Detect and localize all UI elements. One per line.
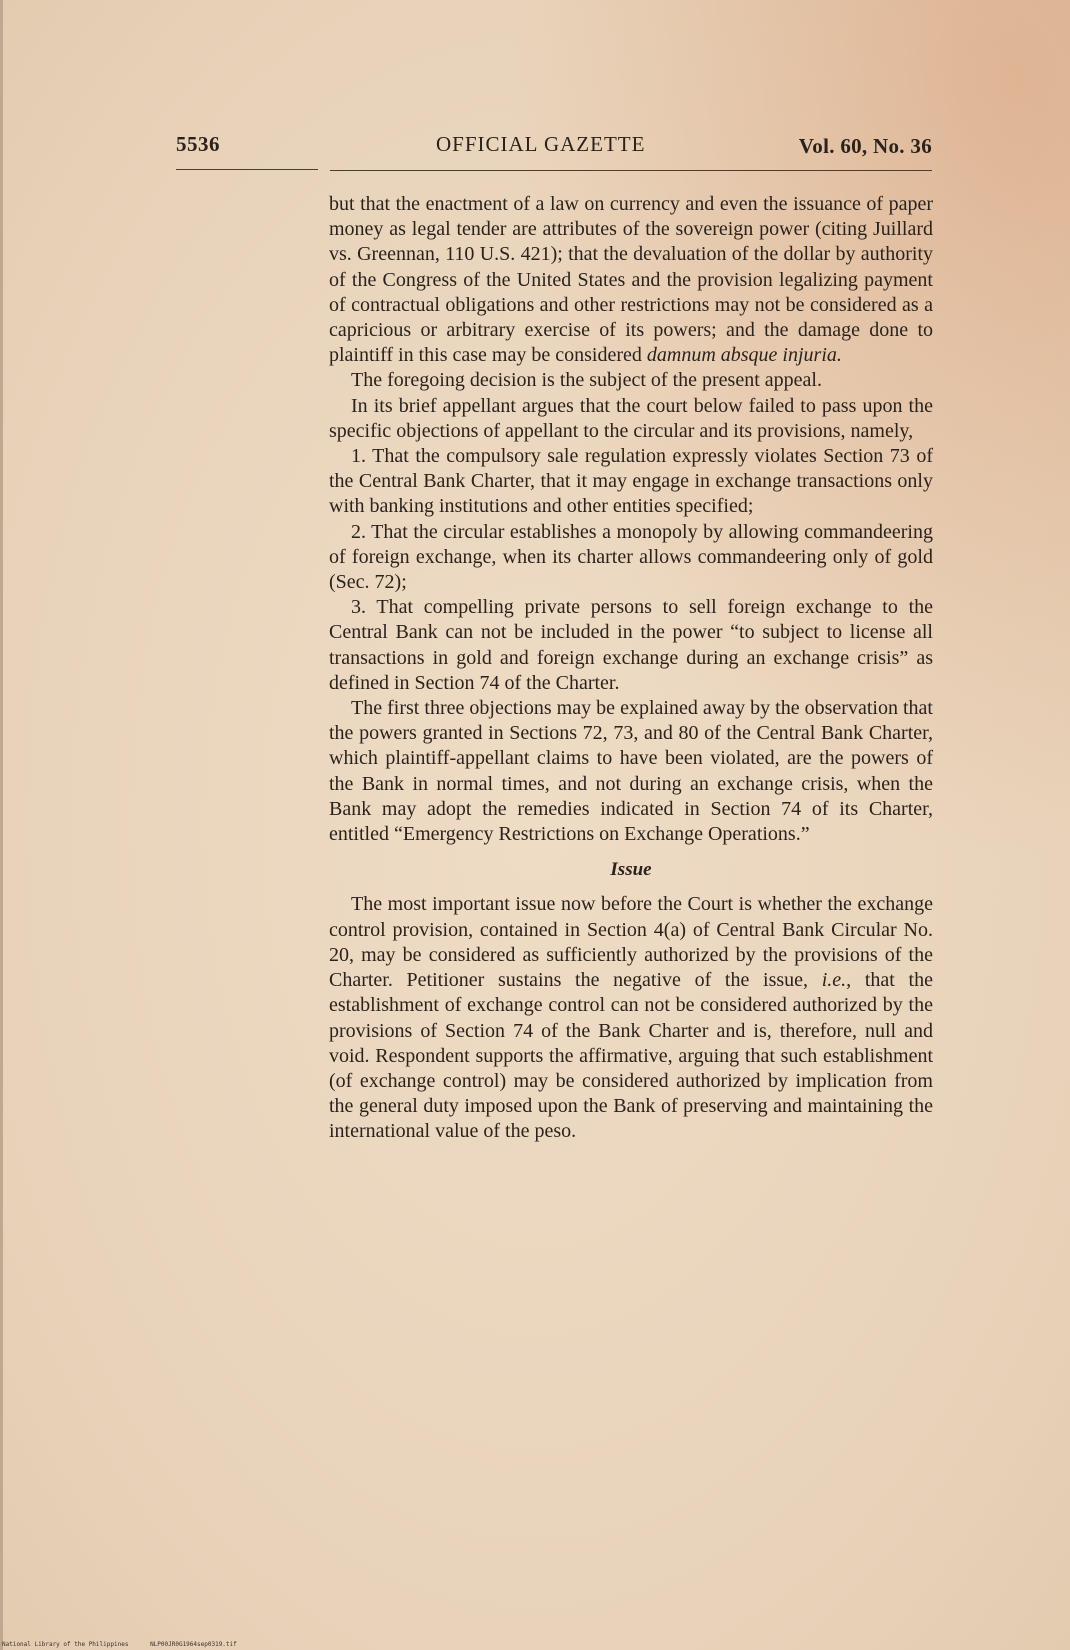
paragraph-appeal: The foregoing decision is the subject of the present appeal. bbox=[351, 369, 822, 392]
issue-italic-abbrev: i.e., bbox=[821, 969, 852, 992]
objection-item-3: 3. That compelling private persons to sell foreign exchange to the Central Bank can not be included in the power “to subject to license all transactions in gold and foreign exchange during an exchange crisis” as defined in Section 74 of the Charter. bbox=[329, 596, 933, 694]
scan-footer bbox=[2, 1641, 237, 1648]
page-number: 5536 bbox=[176, 132, 220, 156]
paragraph-issue bbox=[329, 892, 933, 1144]
page-edge-shadow bbox=[0, 0, 3, 1650]
publication-title: OFFICIAL GAZETTE bbox=[436, 132, 646, 156]
issue-text-part-1: The most important issue now before the Court is whether the exchange control provision, contained in Section 4(a) of Central Bank Circular No. 20, may be considered as sufficiently authorized by the provisions of the Charter. Petitioner sustains the negative of the issue, bbox=[329, 893, 933, 992]
continued-paragraph bbox=[329, 192, 933, 368]
header-rule-right bbox=[330, 170, 932, 171]
continued-paragraph-text: but that the enactment of a law on currency and even the issuance of paper money as legal tender are attributes of the sovereign power (citing Juillard vs. Greennan, 110 U.S. 421); that the devaluation of the dollar by authority of the Congress of the United States and the provision legalizing payment of contractual obligations and other restrictions may not be considered as a capricious or arbitrary exercise of its powers; and the damage done to plaintiff in this case may be considered bbox=[329, 193, 933, 367]
text-column bbox=[329, 192, 933, 1145]
latin-phrase: damnum absque injuria. bbox=[646, 344, 842, 367]
paragraph-brief: In its brief appellant argues that the court below failed to pass upon the specific objections of appellant to the circular and its provisions, namely, bbox=[329, 394, 933, 442]
paragraph-explanation: The first three objections may be explained away by the observation that the powers granted in Sections 72, 73, and 80 of the Central Bank Charter, which plaintiff-appellant claims to have been violated, are the powers of the Bank in normal times, and not during an exchange crisis, when the Bank may adopt the remedies indicated in Section 74 of its Charter, entitled “Emergency Restrictions on Exchange Operations.” bbox=[329, 697, 933, 846]
objection-item-2: 2. That the circular establishes a monopoly by allowing commandeering of foreign exchange, when its charter allows commandeering only of gold (Sec. 72); bbox=[329, 520, 933, 594]
header-rule-left bbox=[176, 169, 318, 170]
running-header bbox=[176, 128, 932, 168]
scan-library: National Library of the Philippines bbox=[2, 1641, 129, 1648]
volume-issue: Vol. 60, No. 36 bbox=[798, 134, 932, 158]
issue-text-part-2: that the establishment of exchange control can not be considered authorized by the provisions of Section 74 of the Bank Charter and is, therefore, null and void. Respondent supports the affirmative, arguing that such establishment (of exchange control) may be considered authorized by implication from the general duty imposed upon the Bank of preserving and maintaining the international value of the peso. bbox=[329, 969, 933, 1143]
objection-item-1: 1. That the compulsory sale regulation expressly violates Section 73 of the Central Bank Charter, that it may engage in exchange transactions only with banking institutions and other entities specified; bbox=[329, 445, 933, 518]
section-heading-issue: Issue bbox=[610, 859, 652, 881]
scan-filename: NLP00JR0G1964sep0319.tif bbox=[150, 1641, 237, 1648]
